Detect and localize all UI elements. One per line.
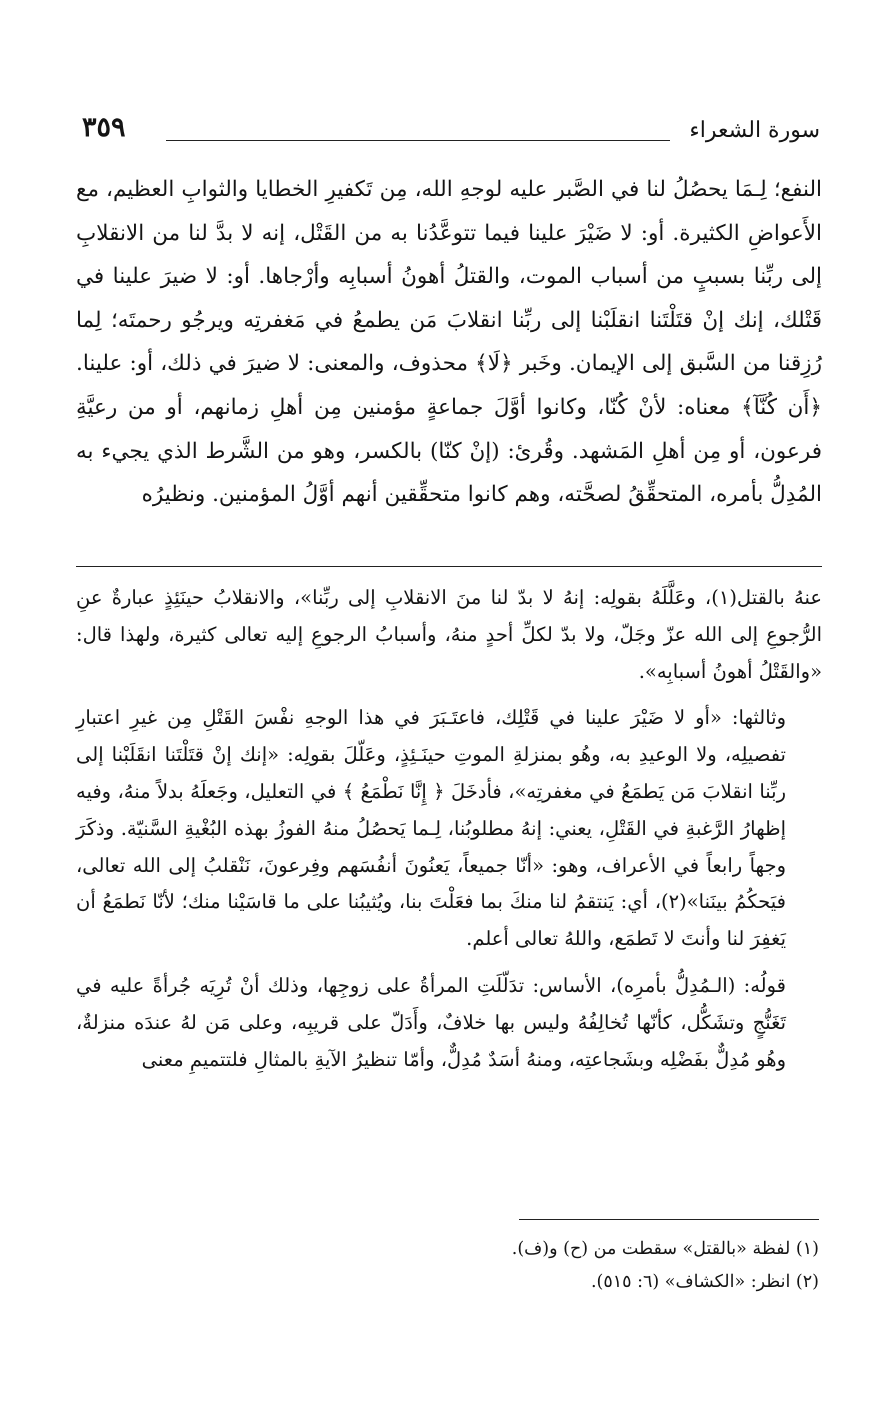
footnote-rule bbox=[519, 1219, 819, 1220]
footnotes bbox=[169, 1233, 819, 1299]
commentary-block bbox=[76, 580, 822, 1078]
main-text-block bbox=[76, 168, 822, 517]
separator-rule bbox=[76, 566, 822, 567]
commentary-paragraph-2: وثالثها: «أو لا ضَيْرَ علينا في قَتْلِك، فاعتَـبَرَ في هذا الوجهِ نفْسَ القَتْلِ مِن غيرِ اعتبارِ تفصيلِه، ولا الوعيدِ به، وهُو بمنزلةِ الموتِ حينَـئِذٍ، وعَلّلَ بقولِه: «إنك إنْ قتَلْتَنا انقَلَبْنا إلى ربِّنا انقلابَ مَن يَطمَعُ في مغفرتِه»، فأدخَلَ ﴿ إِنَّا نَطْمَعُ ﴾ في التعليل، وجَعلَهُ بدلاً منهُ، وفيه إظهارُ الرَّغبةِ في القَتْلِ، يعني: إنهُ مطلوبُنا، لِـما يَحصُلُ منهُ الفوزُ بهذه البُغْيةِ السَّنيّة. وذكَرَ وجهاً رابعاً في الأعراف، وهو: «أنّا جميعاً، يَعنُونَ أنفُسَهم وفِرعونَ، نَنْقلبُ إلى الله تعالى، فيَحكُمُ بينَنا»(٢)، أي: يَنتقمُ لنا منكَ بما فعَلْتَ بنا، ويُثيبُنا على ما قاسَيْنا منك؛ لأنّا نَطمَعُ أن يَغفِرَ لنا وأنتَ لا تَطمَع، واللهُ تعالى أعلم. bbox=[76, 706, 786, 951]
header-rule bbox=[166, 140, 670, 141]
page-header bbox=[82, 112, 820, 156]
footnote-1: (١) لفظة «بالقتل» سقطت من (ح) و(ف). bbox=[511, 1239, 819, 1259]
page-number: ٣٥٩ bbox=[82, 112, 126, 143]
main-paragraph: النفع؛ لِـمَا يحصُلُ لنا في الصَّبر عليه لوجهِ الله، مِن تَكفيرِ الخطايا والثوابِ العظيم، مع الأَعواضِ الكثيرة. أو: لا ضَيْرَ علينا فيما تتوعَّدُنا به من القَتْل، إنه لا بدَّ لنا من الانقلابِ إلى ربِّنا بسببٍ من أسباب الموت، والقتلُ أهونُ أسبابِه وأرْجاها. أو: لا ضيرَ علينا في قَتْلك، إنك إنْ قتَلْتَنا انقلَبْنا إلى ربِّنا انقلابَ مَن يطمعُ في مَغفرتِه ويرجُو رحمتَه؛ لِما رُزِقنا من السَّبق إلى الإيمان. وخَبر ﴿لَا﴾ محذوف، والمعنى: لا ضيرَ في ذلك، أو: علينا. ﴿أَن كُنَّآ﴾ معناه: لأنْ كُنّا، وكانوا أوَّلَ جماعةٍ مؤمنين مِن أهلِ زمانهم، أو من رعيَّةِ فرعون، أو مِن أهلِ المَشهد. وقُرئ: (إنْ كنّا) بالكسر، وهو من الشَّرط الذي يجيء به المُدِلُّ بأمره، المتحقِّقُ لصحَّته، وهم كانوا متحقِّقين أنهم أوَّلُ المؤمنين. ونظيرُه bbox=[76, 177, 822, 508]
commentary-paragraph-1: عنهُ بالقتل(١)، وعَلَّلَهُ بقولِه: إنهُ لا بدّ لنا منَ الانقلابِ إلى ربِّنا»، والانقلابُ حينَئِذٍ عبارةٌ عنِ الرُّجوعِ إلى الله عزّ وجَلّ، ولا بدّ لكلِّ أحدٍ منهُ، وأسبابُ الرجوعِ إليه تعالى كثيرة، ولهذا قال: «والقَتْلُ أهونُ أسبابِه». bbox=[76, 586, 823, 683]
footnote-2: (٢) انظر: «الكشاف» (٦: ٥١٥). bbox=[590, 1272, 819, 1292]
surah-title: سورة الشعراء bbox=[689, 118, 820, 143]
commentary-paragraph-3: قولُه: (الـمُدِلُّ بأمرِه)، الأساس: تدَلّلَتِ المرأةُ على زوجِها، وذلك أنْ تُرِيَه جُرأةً عليه في تَغَنُّجٍ وتشَكُّل، كأنّها تُخالِفُهُ وليس بها خلافٌ، وأَدَلّ على قريبِه، وعلى مَن لهُ عندَه منزلةٌ، وهُو مُدِلٌّ بفَضْلِه وبشَجاعتِه، ومنهُ أسَدٌ مُدِلٌّ، وأمّا تنظيرُ الآيةِ بالمثالِ فلتتميمِ معنى bbox=[76, 973, 786, 1071]
